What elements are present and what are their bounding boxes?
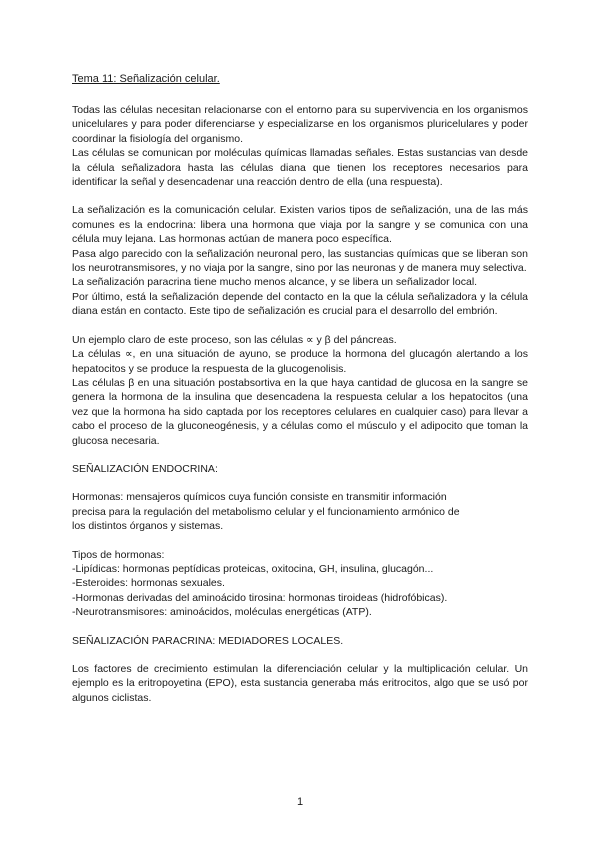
spacer	[72, 448, 528, 462]
spacer	[72, 534, 528, 548]
list-item: -Hormonas derivadas del aminoácido tirosina: hormonas tiroideas (hidrofóbicas).	[72, 591, 448, 604]
spacer	[72, 620, 528, 634]
paragraph: La señalización es la comunicación celular. Existen varios tipos de señalización, una de las más comunes es la endocrina: libera una hormona que viaja por la sangre y se comunica con una célula muy lejana. Las hormonas actúan de manera poco específica.	[72, 204, 528, 246]
paragraph: Un ejemplo claro de este proceso, son las células ∝ y β del páncreas.	[72, 333, 397, 346]
section-heading-endocrine: SEÑALIZACIÓN ENDOCRINA:	[72, 462, 218, 475]
paragraph: Pasa algo parecido con la señalización neuronal pero, las sustancias químicas que se liberan son los neurotransmisores, y no viaja por la sangre, sino por las neuronas y de manera muy selectiva.	[72, 247, 528, 275]
page-title: Tema 11: Señalización celular.	[72, 73, 220, 85]
hormone-types-heading: Tipos de hormonas:	[72, 548, 165, 561]
paragraph: Las células β en una situación postabsortiva en la que haya cantidad de glucosa en la sangre se genera la hormona de la insulina que desencadena la respuesta celular a los hepatocitos (una vez que la hormona ha sido captada por los receptores celulares en cualquier caso) para llevar a cabo el proceso de la gluconeogénesis, y a células como el músculo y el adipocito que toman la glucosa necesaria.	[72, 376, 528, 447]
list-item: -Esteroides: hormonas sexuales.	[72, 577, 225, 590]
paragraph: Todas las células necesitan relacionarse con el entorno para su supervivencia en los organismos unicelulares y para poder diferenciarse y especializarse en los organismos pluricelulares y poder coordinar la fisiología del organismo.	[72, 104, 528, 145]
list-item: -Neurotransmisores: aminoácidos, moléculas energéticas (ATP).	[72, 606, 372, 619]
spacer	[72, 648, 528, 662]
document-page	[72, 72, 528, 705]
hormones-definition-line: los distintos órganos y sistemas.	[72, 520, 224, 533]
spacer	[72, 319, 528, 333]
paragraph: Las células se comunican por moléculas químicas llamadas señales. Estas sustancias van desde la célula señalizadora hasta las células diana que tienen los receptores necesarios para identificar la señal y desencadenar una reacción dentro de ella (una respuesta).	[72, 147, 528, 189]
section-heading-paracrine: SEÑALIZACIÓN PARACRINA: MEDIADORES LOCALES.	[72, 634, 344, 647]
page-number: 1	[296, 796, 304, 808]
spacer	[72, 476, 528, 490]
spacer	[72, 189, 528, 203]
paragraph: Los factores de crecimiento estimulan la diferenciación celular y la multiplicación celular. Un ejemplo es la eritropoyetina (EPO), esta sustancia generaba más eritrocitos, algo que se usó por algunos ciclistas.	[72, 663, 528, 704]
paragraph: La señalización paracrina tiene mucho menos alcance, y se libera un señalizador local.	[72, 276, 478, 289]
list-item: -Lipídicas: hormonas peptídicas proteicas, oxitocina, GH, insulina, glucagón...	[72, 562, 434, 575]
hormones-definition-line: precisa para la regulación del metabolismo celular y el funcionamiento armónico de	[72, 505, 460, 518]
hormones-definition-line: Hormonas: mensajeros químicos cuya función consiste en transmitir información	[72, 491, 447, 504]
paragraph: Por último, está la señalización depende del contacto en la que la célula señalizadora y la célula diana están en contacto. Este tipo de señalización es crucial para el desarrollo del embrión.	[72, 290, 528, 318]
paragraph: La células ∝, en una situación de ayuno, se produce la hormona del glucagón alertando a los hepatocitos y se produce la respuesta de la glucogenolisis.	[72, 348, 528, 375]
